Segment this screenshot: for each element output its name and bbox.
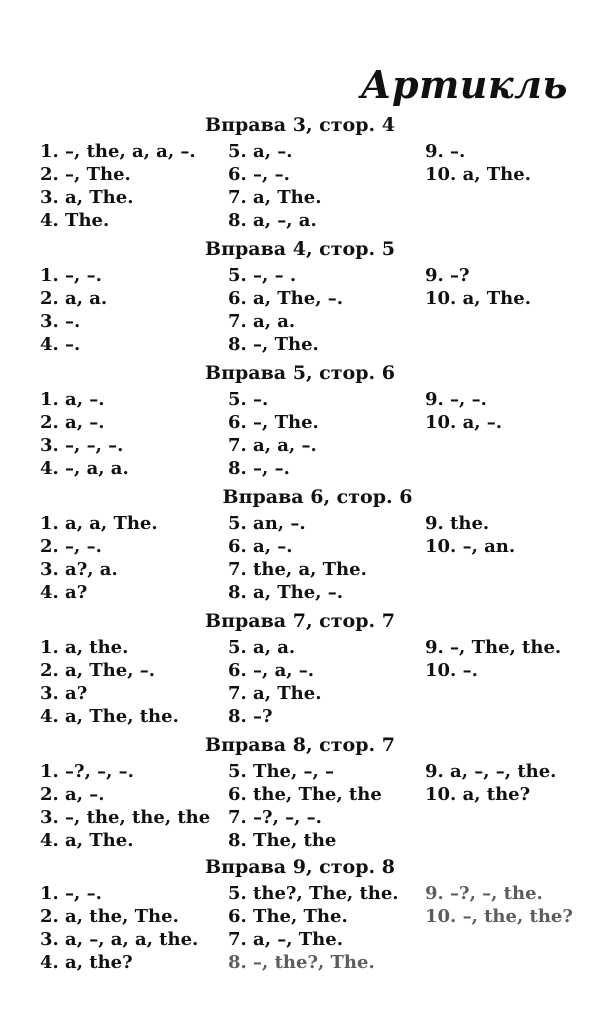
- answer-row: [0, 164, 600, 188]
- answer-item: 9. –.: [425, 141, 466, 162]
- answer-item: 7. a, a.: [228, 311, 296, 332]
- answer-item: 4. –.: [40, 334, 81, 355]
- answer-row: [0, 706, 600, 730]
- answer-row: [0, 784, 600, 808]
- answer-item: 2. a, –.: [40, 784, 105, 805]
- answer-item: 9. the.: [425, 513, 490, 534]
- exercise-heading: Вправа 4, стор. 5: [205, 238, 395, 260]
- answer-row: [0, 929, 600, 953]
- answer-row: [0, 412, 600, 436]
- exercise-heading: Вправа 5, стор. 6: [205, 362, 395, 384]
- answer-item: 8. a, –, a.: [228, 210, 317, 231]
- answer-item: 4. –, a, a.: [40, 458, 129, 479]
- answer-item: 3. –.: [40, 311, 81, 332]
- answer-row: [0, 761, 600, 785]
- answer-item: 7. –?, –, –.: [228, 807, 322, 828]
- answer-item: 1. –, the, a, a, –.: [40, 141, 196, 162]
- answer-item: 1. –?, –, –.: [40, 761, 134, 782]
- answer-item: 1. –, –.: [40, 265, 102, 286]
- answer-row: [0, 883, 600, 907]
- answer-item: 6. The, The.: [228, 906, 348, 927]
- answer-item: 3. –, the, the, the: [40, 807, 211, 828]
- answer-row: [0, 683, 600, 707]
- answer-item: 5. –.: [228, 389, 269, 410]
- answer-row: [0, 288, 600, 312]
- answer-row: [0, 536, 600, 560]
- exercise-heading: Вправа 9, стор. 8: [205, 856, 395, 878]
- answer-item: 5. The, –, –: [228, 761, 335, 782]
- answer-item: 6. a, The, –.: [228, 288, 343, 309]
- answer-item: 2. a, a.: [40, 288, 108, 309]
- answer-item: 3. a, –, a, a, the.: [40, 929, 199, 950]
- answer-item: 6. a, –.: [228, 536, 293, 557]
- answer-item: 7. the, a, The.: [228, 559, 367, 580]
- answer-item: 5. –, – .: [228, 265, 297, 286]
- answer-item: 3. a, The.: [40, 187, 134, 208]
- exercise-heading: Вправа 6, стор. 6: [222, 486, 413, 508]
- answer-item: 10. –, an.: [425, 536, 516, 557]
- answer-item: 9. –, The, the.: [425, 637, 562, 658]
- answer-row: [0, 513, 600, 537]
- answer-item: 5. a, a.: [228, 637, 296, 658]
- answer-item: 8. –?: [228, 706, 273, 727]
- answer-item: 6. –, a, –.: [228, 660, 315, 681]
- exercise-heading: Вправа 8, стор. 7: [205, 734, 395, 756]
- answer-item: 4. a, The, the.: [40, 706, 179, 727]
- answer-row: [0, 660, 600, 684]
- answer-item: 4. The.: [40, 210, 110, 231]
- answer-item: 9. –, –.: [425, 389, 487, 410]
- answer-item: 3. a?, a.: [40, 559, 118, 580]
- answer-row: [0, 435, 600, 459]
- answer-row: [0, 830, 600, 854]
- answer-item: 10. a, The.: [425, 164, 531, 185]
- answer-item: 4. a, the?: [40, 952, 133, 973]
- answer-item: 7. a, The.: [228, 683, 322, 704]
- answer-item: 2. a, –.: [40, 412, 105, 433]
- exercise-heading: Вправа 7, стор. 7: [205, 610, 395, 632]
- answer-item: 5. an, –.: [228, 513, 306, 534]
- answer-row: [0, 637, 600, 661]
- answer-row: [0, 187, 600, 211]
- answer-item: 7. a, The.: [228, 187, 322, 208]
- answer-row: [0, 389, 600, 413]
- answer-row: [0, 458, 600, 482]
- answer-item: 2. a, the, The.: [40, 906, 179, 927]
- answer-item: 8. –, –.: [228, 458, 290, 479]
- answer-item: 7. a, –, The.: [228, 929, 343, 950]
- answer-row: [0, 906, 600, 930]
- answer-item: 6. –, The.: [228, 412, 319, 433]
- answer-item: 4. a?: [40, 582, 88, 603]
- answer-item: 8. The, the: [228, 830, 337, 851]
- answer-item: 3. a?: [40, 683, 88, 704]
- answer-item: 1. a, –.: [40, 389, 105, 410]
- answer-item: 10. –.: [425, 660, 478, 681]
- answer-row: [0, 265, 600, 289]
- answer-item: 7. a, a, –.: [228, 435, 317, 456]
- answer-item: 10. a, The.: [425, 288, 531, 309]
- answer-item: 5. a, –.: [228, 141, 293, 162]
- answer-item: 1. a, a, The.: [40, 513, 158, 534]
- answer-row: [0, 141, 600, 165]
- answer-item: 2. –, –.: [40, 536, 102, 557]
- answer-item: 3. –, –, –.: [40, 435, 124, 456]
- answer-item: 1. a, the.: [40, 637, 129, 658]
- answer-item: 9. –?, –, the.: [425, 883, 543, 904]
- answer-row: [0, 952, 600, 976]
- answer-item: 2. a, The, –.: [40, 660, 155, 681]
- answer-item: 2. –, The.: [40, 164, 131, 185]
- answer-item: 6. the, The, the: [228, 784, 382, 805]
- answer-item: 9. a, –, –, the.: [425, 761, 557, 782]
- exercise-heading: Вправа 3, стор. 4: [205, 114, 395, 136]
- answer-row: [0, 311, 600, 335]
- answer-row: [0, 210, 600, 234]
- answer-item: 8. –, The.: [228, 334, 319, 355]
- answer-row: [0, 334, 600, 358]
- answer-item: 8. a, The, –.: [228, 582, 343, 603]
- answer-item: 10. a, –.: [425, 412, 503, 433]
- answer-item: 8. –, the?, The.: [228, 952, 375, 973]
- answer-item: 10. a, the?: [425, 784, 531, 805]
- answer-item: 4. a, The.: [40, 830, 134, 851]
- answer-item: 1. –, –.: [40, 883, 102, 904]
- answer-item: 5. the?, The, the.: [228, 883, 399, 904]
- answer-row: [0, 582, 600, 606]
- page-title: Артикль: [360, 62, 568, 107]
- answer-row: [0, 807, 600, 831]
- answer-row: [0, 559, 600, 583]
- answer-item: 9. –?: [425, 265, 470, 286]
- answer-item: 10. –, the, the?: [425, 906, 573, 927]
- answer-item: 6. –, –.: [228, 164, 290, 185]
